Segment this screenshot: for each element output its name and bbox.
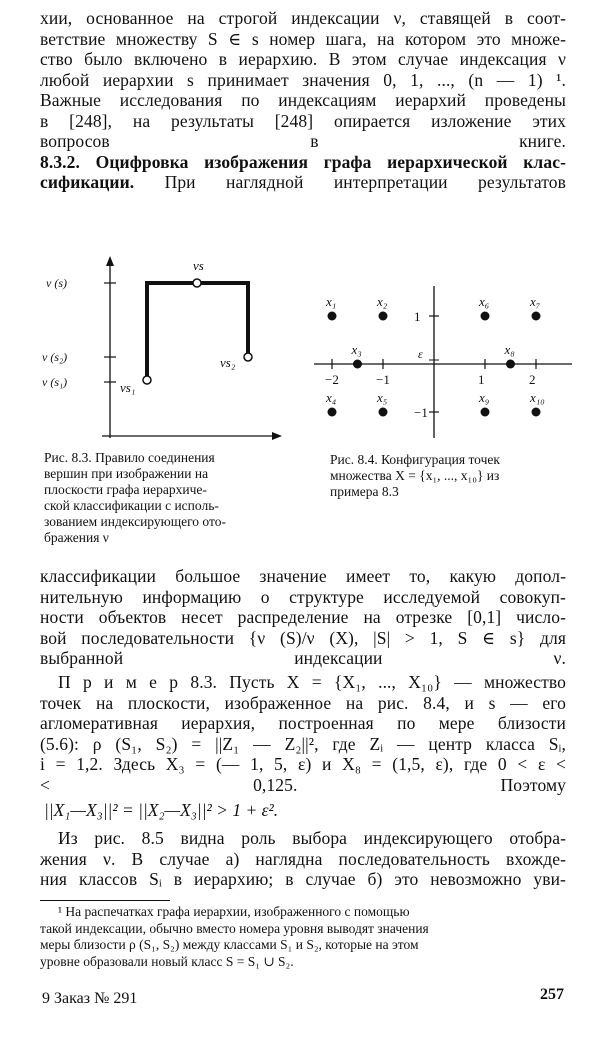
text-line: хии, основанное на строгой индексации ν, ставящей в соот- (40, 8, 566, 28)
text-line: ство было включено в иерархию. В этом случае индексация ν (40, 49, 566, 69)
point-label-4: x₄ (326, 390, 337, 405)
point-label-2: x₂ (377, 294, 388, 309)
text-line: классификации большое значение имеет то, какую допол- (40, 566, 566, 586)
caption-line: плоскости графа иерархиче- (44, 482, 207, 497)
example-paragraph (40, 672, 566, 795)
figure-8-4-svg (310, 282, 580, 442)
section-number: 8.3.2. (40, 151, 80, 172)
caption-line: множества X = {x₁, ..., x₁₀} из (330, 468, 500, 483)
x-tick-label-3: 1 (478, 372, 485, 387)
page-number: 257 (540, 986, 564, 1003)
x-tick-label-1: −2 (325, 372, 339, 387)
figure-8-3-caption (44, 450, 288, 546)
text-line: Важные исследования по индексациям иерархий проведены (40, 90, 566, 110)
point-8 (506, 360, 515, 369)
point-label-7: x₇ (530, 294, 541, 309)
section-title: Оцифровка изображения графа иерархической клас- (95, 151, 566, 172)
footnote-line: ¹ На распечатках графа иерархии, изображенного с помощью (58, 904, 410, 919)
caption-line: Рис. 8.3. Правило соединения (44, 450, 215, 465)
y-label-vs2: ν (s₂) (42, 350, 68, 364)
figure-8-4-marks (325, 294, 545, 420)
text-line: i = 1,2. Здесь X₃ = (— 1, 5, ε) и X₈ = (1,5, ε), где 0 < ε < (40, 754, 566, 774)
point-10 (532, 408, 541, 417)
point-label-6: x₆ (479, 294, 490, 309)
text-line: жения ν. В случае а) наглядна последовательность вхожде- (40, 848, 566, 869)
footnote-line: меры близости ρ (S₁, S₂) между классами S₁ и S₂, которые на этом (40, 937, 419, 952)
point-1 (328, 312, 337, 321)
caption-line: примера 8.3 (330, 484, 399, 499)
point-label-1: x₁ (326, 294, 337, 309)
text-line: < 0,125. Поэтому (40, 774, 566, 795)
footnote-rule (40, 900, 170, 901)
point-5 (379, 408, 388, 417)
y-label-vs: ν (s) (46, 276, 67, 290)
point-label-10: x₁₀ (530, 390, 545, 405)
point-label-3: x₃ (351, 342, 362, 357)
point-4 (328, 408, 337, 417)
node-label-vs: νs (193, 258, 204, 273)
figure-8-4-caption (330, 452, 570, 500)
y-tick-label-2: −1 (414, 405, 428, 420)
section-title-cont: сификации. (40, 172, 135, 192)
node-vs (193, 279, 201, 287)
caption-line: Рис. 8.4. Конфигурация точек (330, 452, 500, 467)
text-line: (5.6): ρ (S₁, S₂) = ||Z₁ — Z₂||², где Zᵢ — центр класса Sᵢ, (40, 733, 566, 754)
eps-label: ε (418, 347, 423, 361)
x-tick-label-2: −1 (376, 372, 390, 387)
section-heading-line (40, 152, 566, 173)
footnote-line: такой индексации, обычно вместо номера уровня выводят значения (40, 920, 429, 936)
text-line: нительную информацию о структуре исследуемой совокуп- (40, 586, 566, 607)
caption-line: зованием индексирующего ото- (44, 514, 226, 529)
intro-paragraph (40, 8, 566, 193)
figure-8-4 (310, 282, 580, 442)
node-label-vs2: νs₂ (220, 355, 236, 370)
section-heading-line-2 (40, 172, 566, 193)
text-line: выбранной индексации ν. (40, 648, 566, 668)
text-line: агломеративная иерархия, построенная по мере близости (40, 713, 566, 733)
y-axis-arrow (106, 256, 114, 266)
point-label-8: x₈ (504, 342, 515, 357)
point-label-9: x₉ (479, 390, 490, 405)
footnote-line: уровне образовали новый класс S = S₁ ∪ S₂. (40, 953, 294, 969)
node-vs1 (143, 376, 151, 384)
point-9 (481, 408, 490, 417)
caption-line: вершин при изображении на (44, 466, 209, 481)
point-7 (532, 312, 541, 321)
node-label-vs1: νs₁ (120, 380, 136, 395)
text-line: ветствие множеству S ∈ s номер шага, на котором это множе- (40, 28, 566, 49)
formula: ||X₁—X₃||² = ||X₂—X₃||² > 1 + ε². (44, 800, 279, 820)
point-6 (481, 312, 490, 321)
after-figures-paragraph (40, 566, 566, 669)
figure-8-3-svg (40, 250, 290, 445)
caption-line: ской классификации с исполь- (44, 498, 219, 513)
caption-line: бражения ν (44, 530, 109, 545)
text-line: П р и м е р 8.3. Пусть X = {X₁, ..., X₁₀} — множество (58, 672, 566, 692)
printer-signature: 9 Заказ № 291 (42, 990, 138, 1007)
text-line: Из рис. 8.5 видна роль выбора индексирующего отобра- (58, 828, 566, 848)
point-2 (379, 312, 388, 321)
text-line: ния классов Sᵢ в иерархию; в случае б) это невозможно уви- (40, 869, 566, 889)
x-axis-arrow (272, 432, 282, 440)
point-3 (353, 360, 362, 369)
y-tick-label-1: 1 (414, 309, 421, 324)
section-text: При наглядной интерпретации результатов (164, 172, 566, 192)
point-label-5: x₅ (377, 390, 388, 405)
closing-paragraph (40, 828, 566, 890)
y-label-vs1: ν (s₁) (42, 375, 68, 389)
text-line: вой последовательности {ν (S)/ν (X), |S| > 1, S ∈ s} для (40, 627, 566, 648)
node-vs2 (244, 353, 252, 361)
text-line: ности объектов несет распределение на отрезке [0,1] число- (40, 607, 566, 627)
x-tick-label-4: 2 (529, 372, 536, 387)
text-line: точек на плоскости, изображенное на рис. 8.4, и s — его (40, 692, 566, 713)
text-line: вопросов в книге. (40, 131, 566, 151)
text-line: любой иерархии s принимает значения 0, 1, ..., (n — 1) ¹. (40, 69, 566, 90)
figure-8-3 (40, 250, 290, 445)
footnote (40, 904, 566, 970)
text-line: в [248], на результаты [248] опирается изложение этих (40, 110, 566, 131)
